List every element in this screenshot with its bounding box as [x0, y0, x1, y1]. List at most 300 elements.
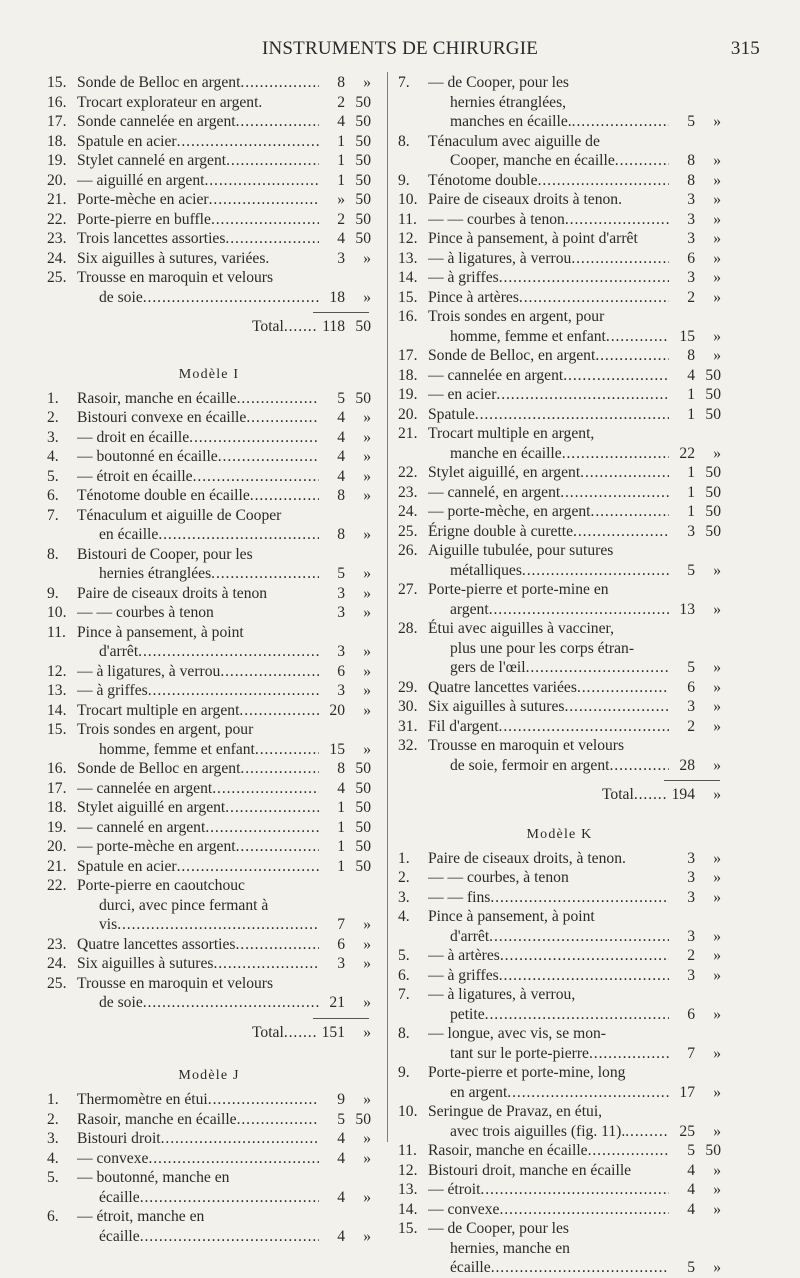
item-number: 26. — [398, 542, 418, 559]
price-francs: 5 — [337, 389, 345, 407]
total-rule — [313, 1018, 369, 1019]
item-number: 11. — [398, 1142, 417, 1159]
item-number: 10. — [398, 1103, 418, 1120]
list-item — [47, 151, 371, 171]
total-label: Total — [251, 1023, 284, 1041]
price-cents: » — [713, 152, 721, 169]
price-francs — [319, 720, 345, 740]
item-label: Aiguille tubulée, pour sutures — [428, 542, 614, 559]
item-number: 18. — [47, 799, 67, 816]
leader-dots — [499, 268, 669, 288]
item-label: argent — [450, 600, 489, 618]
item-label: — de Cooper, pour les — [428, 74, 569, 91]
item-label: Ténotome double — [428, 171, 538, 189]
leader-dots — [239, 701, 319, 721]
price-cents: » — [363, 565, 371, 582]
right-column — [398, 73, 721, 1278]
item-label: — — fins — [428, 888, 491, 906]
price-cents: » — [713, 869, 721, 886]
leader-dots — [148, 1149, 319, 1169]
list-item — [398, 93, 721, 113]
price-francs: » — [337, 191, 345, 208]
item-number: 19. — [47, 152, 67, 169]
price-cents: » — [363, 955, 371, 972]
item-description — [77, 229, 319, 249]
list-item — [398, 658, 721, 678]
price-francs — [669, 307, 695, 327]
item-description — [428, 288, 669, 308]
item-number: 13. — [398, 249, 418, 267]
item-number: 9. — [47, 584, 59, 602]
price-cents — [695, 424, 721, 444]
item-number — [398, 1005, 428, 1025]
item-label: manche en écaille — [450, 444, 562, 462]
price-cents: » — [713, 1181, 721, 1198]
leader-dots — [565, 210, 669, 230]
item-number: 3. — [398, 888, 410, 906]
item-number — [398, 112, 428, 132]
price-francs: 3 — [687, 888, 695, 906]
list-item — [47, 229, 371, 249]
price-francs: 5 — [337, 565, 345, 582]
item-number — [47, 993, 77, 1013]
list-item — [398, 405, 721, 425]
leader-dots — [143, 288, 319, 308]
list-item — [398, 1024, 721, 1044]
item-number: 20. — [398, 405, 418, 423]
item-label: — cannelé en argent — [77, 818, 206, 836]
item-description — [428, 927, 669, 947]
price-francs — [669, 736, 695, 756]
list-item — [398, 1083, 721, 1103]
list-item — [398, 1161, 721, 1181]
leader-dots — [189, 428, 319, 448]
item-description — [77, 249, 319, 269]
list-item — [398, 249, 721, 269]
leader-dots — [225, 229, 319, 249]
list-item — [398, 522, 721, 542]
price-francs: 6 — [687, 1005, 695, 1023]
price-cents: » — [713, 113, 721, 130]
item-label: Quatre lancettes assorties — [77, 935, 236, 953]
item-description — [77, 1129, 319, 1149]
item-description — [428, 463, 669, 483]
item-label: Porte-pierre et porte-mine, long — [428, 1064, 626, 1081]
price-cents: » — [363, 1149, 371, 1167]
item-description — [77, 1227, 319, 1247]
item-number: 14. — [398, 1200, 418, 1218]
item-number: 21. — [47, 857, 67, 875]
price-cents: 50 — [355, 230, 371, 247]
price-francs — [319, 506, 345, 526]
list-item — [47, 408, 371, 428]
price-francs: 7 — [687, 1044, 695, 1062]
item-label: — cannelé, en argent — [428, 483, 561, 501]
item-number — [398, 1239, 428, 1259]
item-description — [428, 1063, 669, 1083]
item-number: 3. — [47, 1130, 59, 1147]
item-number — [398, 151, 428, 171]
item-label: Pince à pansement, à point — [428, 908, 595, 925]
total-row: Total . . . . . . . 194 » — [601, 786, 721, 803]
item-label: Spatule en acier — [77, 132, 177, 150]
item-number: 11. — [47, 623, 66, 641]
item-label: de soie, fermoir en argent — [450, 756, 610, 774]
item-label: Sonde de Belloc en argent — [77, 760, 241, 777]
list-item — [398, 678, 721, 698]
price-francs: 15 — [679, 327, 695, 345]
item-number: 21. — [47, 191, 67, 208]
item-label: Cooper, manche en écaille — [450, 152, 615, 169]
price-cents: 50 — [355, 818, 371, 836]
item-label: Érigne double à curette — [428, 522, 574, 540]
list-item — [47, 954, 371, 974]
price-cents — [695, 736, 721, 756]
item-description — [77, 447, 319, 467]
list-modele-j-continued — [398, 73, 721, 775]
item-label: Ténaculum et aiguille de Cooper — [77, 506, 282, 524]
price-cents: » — [713, 678, 721, 696]
item-label: — droit en écaille — [77, 428, 190, 446]
total-rule — [664, 780, 720, 781]
leader-dots — [615, 151, 669, 171]
price-francs — [669, 580, 695, 600]
leader-dots — [177, 132, 319, 152]
leader-dots — [226, 151, 319, 171]
item-description — [77, 467, 319, 487]
price-francs: 4 — [337, 428, 345, 446]
list-item — [398, 946, 721, 966]
leader-dots — [237, 389, 319, 409]
item-description — [428, 346, 669, 366]
price-francs: 1 — [337, 857, 345, 875]
price-cents: » — [363, 916, 371, 933]
item-label: plus une pour les corps étran- — [450, 639, 635, 657]
price-cents: » — [713, 927, 721, 945]
item-description — [77, 506, 319, 526]
item-number: 29. — [398, 678, 418, 696]
price-cents: » — [713, 288, 721, 306]
price-francs: 6 — [687, 678, 695, 696]
item-label: — étroit en écaille — [77, 467, 193, 485]
item-description — [428, 1122, 669, 1142]
price-cents: » — [713, 1200, 721, 1218]
item-label: Paire de ciseaux droits à tenon. — [428, 191, 622, 208]
price-cents: » — [713, 947, 721, 964]
price-cents: 50 — [355, 779, 371, 797]
list-item — [398, 697, 721, 717]
item-description — [428, 868, 669, 888]
leader-dots — [240, 73, 319, 93]
price-francs: 4 — [337, 467, 345, 485]
price-francs: 4 — [337, 1149, 345, 1167]
price-francs: 13 — [679, 600, 695, 618]
price-cents: » — [363, 1227, 371, 1245]
leader-dots — [490, 888, 669, 908]
item-number — [398, 1044, 428, 1064]
price-francs: 2 — [687, 288, 695, 306]
list-item — [398, 1180, 721, 1200]
list-item — [47, 73, 371, 93]
item-number: 27. — [398, 581, 418, 598]
item-description — [428, 132, 669, 152]
item-label: — de Cooper, pour les — [428, 1220, 569, 1237]
price-cents: » — [363, 1091, 371, 1108]
item-label: avec trois aiguilles (fig. 11). — [450, 1122, 626, 1140]
leader-dots — [208, 1090, 319, 1110]
price-francs: 17 — [679, 1083, 695, 1101]
item-label: Rasoir, manche en écaille — [428, 1142, 588, 1159]
price-cents: » — [363, 74, 371, 91]
list-continuation-h — [47, 73, 371, 307]
item-number: 31. — [398, 717, 418, 735]
item-description — [428, 1102, 669, 1122]
price-cents: 50 — [355, 760, 371, 777]
item-description — [428, 229, 669, 249]
list-item — [47, 857, 371, 877]
leader-dots — [140, 1227, 319, 1247]
price-francs: 8 — [337, 760, 345, 777]
price-cents: » — [363, 682, 371, 699]
item-label: — convexe — [77, 1149, 149, 1167]
item-label: durci, avec pince fermant à — [99, 896, 269, 914]
price-cents: 50 — [705, 464, 721, 481]
price-francs — [669, 132, 695, 152]
leader-dots — [589, 1044, 669, 1064]
item-label: — aiguillé en argent — [77, 171, 205, 189]
price-cents: » — [713, 347, 721, 364]
leader-dots — [562, 444, 669, 464]
item-number: 22. — [398, 464, 418, 481]
item-number: 20. — [47, 171, 67, 189]
price-francs — [669, 1024, 695, 1044]
list-item — [398, 424, 721, 444]
item-description — [77, 93, 319, 113]
item-number: 16. — [47, 93, 67, 111]
price-francs: 4 — [337, 230, 345, 247]
item-label: Stylet aiguillé, en argent — [428, 464, 581, 481]
price-cents: 50 — [355, 857, 371, 875]
item-label: — à griffes — [428, 269, 499, 286]
price-cents — [695, 580, 721, 600]
price-cents: 50 — [355, 1110, 371, 1128]
price-cents — [695, 93, 721, 113]
price-cents: » — [713, 249, 721, 267]
item-description — [77, 389, 319, 409]
item-description — [428, 385, 669, 405]
price-cents: 50 — [355, 132, 371, 150]
item-label: Bistouri convexe en écaille — [77, 409, 247, 426]
price-francs: 1 — [687, 503, 695, 520]
leader-dots — [205, 818, 319, 838]
leader-dots — [161, 1129, 319, 1149]
leader-dots — [499, 966, 669, 986]
list-item — [47, 642, 371, 662]
item-number: 15. — [398, 1220, 418, 1237]
price-francs: 3 — [337, 643, 345, 660]
item-description — [77, 779, 319, 799]
item-label: — boutonné en écaille — [77, 448, 218, 465]
item-description — [77, 112, 319, 132]
item-label: Pince à artères — [428, 288, 519, 306]
item-description — [77, 740, 319, 760]
price-cents: 50 — [705, 386, 721, 403]
item-number: 8. — [398, 132, 410, 150]
item-description — [428, 502, 669, 522]
price-cents: » — [363, 701, 371, 719]
item-description — [428, 619, 669, 639]
item-number: 5. — [398, 947, 410, 964]
item-label: Trousse en maroquin et velours — [77, 974, 274, 992]
price-francs — [319, 623, 345, 643]
price-francs: 1 — [337, 838, 345, 855]
list-item — [47, 1188, 371, 1208]
item-number: 32. — [398, 737, 418, 754]
item-description — [77, 993, 319, 1013]
price-cents: » — [363, 935, 371, 953]
leader-dots — [177, 857, 319, 877]
item-number: 10. — [398, 191, 418, 208]
price-cents: » — [713, 1259, 721, 1276]
item-number: 4. — [47, 1149, 59, 1167]
item-number — [398, 639, 428, 659]
item-description — [428, 1258, 669, 1278]
list-item — [47, 564, 371, 584]
item-description — [77, 190, 319, 210]
price-cents: 50 — [705, 503, 721, 520]
list-modele-j — [47, 1090, 371, 1246]
item-label: Trousse en maroquin et velours — [77, 269, 274, 286]
item-label: — à ligatures, à verrou — [428, 249, 572, 267]
item-label: hernies étranglées — [99, 565, 212, 582]
leader-dots — [496, 385, 669, 405]
list-item — [47, 876, 371, 896]
list-item — [47, 467, 371, 487]
price-cents: 50 — [355, 210, 371, 228]
price-francs: 7 — [337, 916, 345, 933]
item-label: Paire de ciseaux droits à tenon — [77, 584, 268, 602]
price-francs: 3 — [687, 927, 695, 945]
price-francs: 3 — [687, 230, 695, 247]
item-label: Spatule — [428, 405, 475, 423]
item-label: écaille — [450, 1259, 491, 1276]
item-number — [47, 896, 77, 916]
item-number: 13. — [398, 1181, 418, 1198]
item-description — [77, 915, 319, 935]
item-description — [77, 525, 319, 545]
price-cents — [695, 639, 721, 659]
list-item — [47, 798, 371, 818]
list-item — [47, 603, 371, 623]
item-label: écaille — [99, 1227, 140, 1245]
item-description — [77, 623, 319, 643]
leader-dots — [246, 408, 319, 428]
item-description — [428, 366, 669, 386]
price-cents — [345, 545, 371, 565]
price-cents: » — [713, 1122, 721, 1140]
item-description — [428, 268, 669, 288]
item-label: Spatule en acier — [77, 857, 177, 875]
item-description — [428, 1141, 669, 1161]
total-francs: 194 — [671, 786, 695, 803]
item-label: Trois sondes en argent, pour — [428, 308, 605, 325]
item-number — [398, 756, 428, 776]
price-francs: 3 — [687, 869, 695, 886]
list-item — [398, 268, 721, 288]
leader-dots — [499, 717, 669, 737]
item-description — [428, 73, 669, 93]
price-cents: » — [363, 448, 371, 465]
price-francs: 3 — [687, 269, 695, 286]
item-description — [428, 946, 669, 966]
price-cents: » — [363, 584, 371, 602]
item-number: 15. — [47, 74, 67, 91]
price-cents — [345, 506, 371, 526]
item-description — [428, 756, 669, 776]
list-item — [398, 210, 721, 230]
price-francs: 3 — [337, 584, 345, 602]
item-description — [428, 1219, 669, 1239]
price-francs — [319, 974, 345, 994]
item-description — [77, 720, 319, 740]
price-francs — [669, 1063, 695, 1083]
price-cents: » — [363, 526, 371, 543]
list-item — [47, 1090, 371, 1110]
leader-dots — [480, 1180, 669, 1200]
item-label: Rasoir, manche en écaille — [77, 389, 237, 407]
item-description — [77, 1110, 319, 1130]
price-francs: 1 — [687, 386, 695, 403]
price-cents — [345, 623, 371, 643]
item-number — [398, 658, 428, 678]
item-label: — — courbes à tenon — [428, 210, 565, 228]
price-cents — [695, 307, 721, 327]
item-number: 22. — [47, 877, 67, 894]
item-number: 15. — [398, 288, 418, 306]
price-francs: 4 — [687, 366, 695, 384]
item-description — [77, 954, 319, 974]
list-item — [398, 288, 721, 308]
item-number: 28. — [398, 620, 418, 637]
leader-dots — [591, 502, 669, 522]
list-item — [398, 888, 721, 908]
item-description — [428, 444, 669, 464]
item-label: Stylet aiguillé en argent — [77, 799, 226, 816]
item-label: Porte-pierre et porte-mine en — [428, 581, 609, 598]
list-item — [398, 346, 721, 366]
price-francs: 5 — [687, 113, 695, 130]
item-number — [398, 327, 428, 347]
item-label: en écaille — [99, 526, 159, 543]
item-description — [428, 405, 669, 425]
leader-dots — [218, 447, 319, 467]
price-cents — [695, 73, 721, 93]
list-item — [398, 327, 721, 347]
leader-dots — [572, 112, 669, 132]
list-item — [47, 1129, 371, 1149]
price-francs — [669, 424, 695, 444]
item-description — [77, 151, 319, 171]
price-cents: » — [363, 740, 371, 758]
price-francs: 4 — [337, 1130, 345, 1147]
price-cents: » — [713, 269, 721, 286]
list-item — [47, 740, 371, 760]
list-item — [47, 93, 371, 113]
price-cents — [695, 1239, 721, 1259]
item-label: Sonde de Belloc en argent — [77, 74, 241, 91]
price-francs: 2 — [337, 93, 345, 111]
total-cents: » — [363, 1023, 371, 1041]
